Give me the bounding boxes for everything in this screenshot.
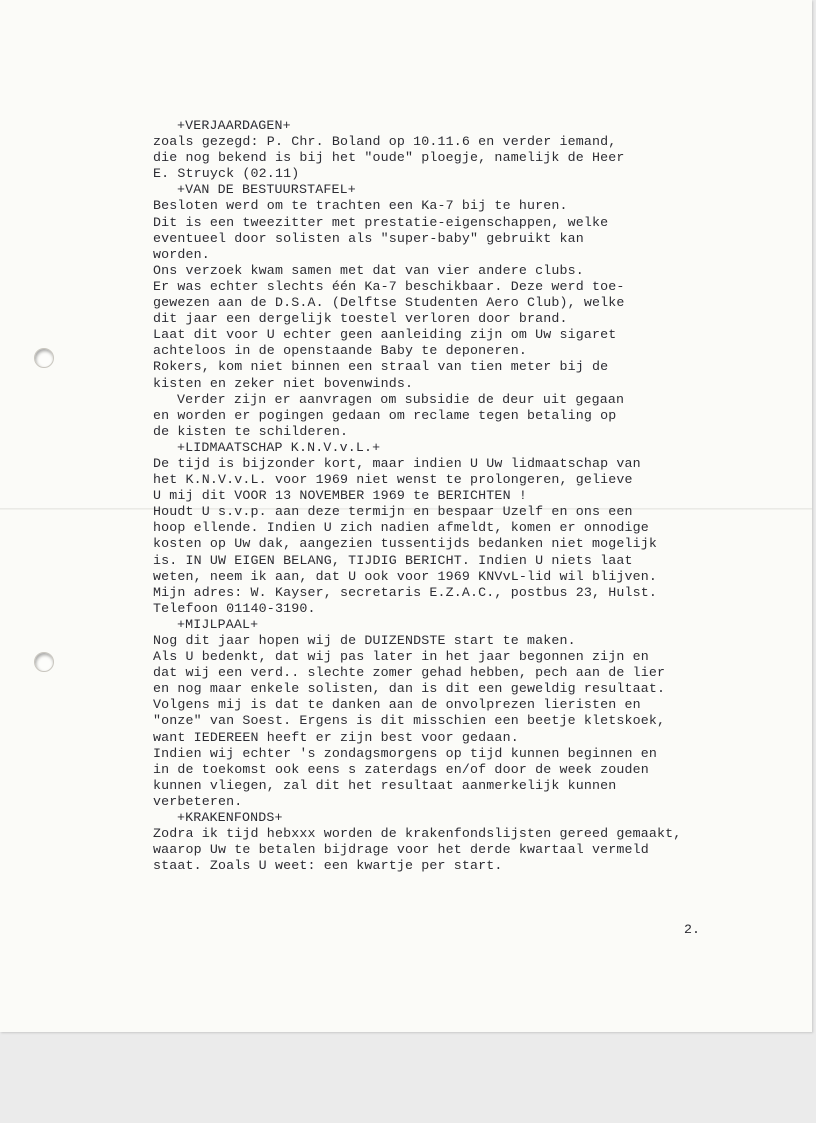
text-line: want IEDEREEN heeft er zijn best voor gedaan. [153,729,519,745]
text-line: Besloten werd om te trachten een Ka-7 bij te huren. [153,198,568,214]
text-line: kisten en zeker niet bovenwinds. [153,375,414,391]
text-line: Laat dit voor U echter geen aanleiding zijn om Uw sigaret [153,327,617,343]
text-line: die nog bekend is bij het "oude" ploegje, namelijk de Heer [153,150,625,166]
text-line: dit jaar een dergelijk toestel verloren door brand. [153,311,568,327]
section-heading: +VERJAARDAGEN+ [177,118,291,133]
text-line: Rokers, kom niet binnen een straal van tien meter bij de [153,359,609,375]
text-line: "onze" van Soest. Ergens is dit misschien een beetje kletskoek, [153,713,666,729]
text-line: gewezen aan de D.S.A. (Delftse Studenten Aero Club), welke [153,295,625,311]
text-line: Ons verzoek kwam samen met dat van vier andere clubs. [153,262,584,278]
text-line: Verder zijn er aanvragen om subsidie de deur uit gegaan [177,391,625,407]
text-line: Volgens mij is dat te danken aan de onvolprezen lieristen en [153,697,641,713]
text-line: zoals gezegd: P. Chr. Boland op 10.11.6 en verder iemand, [153,134,617,150]
section-heading: +LIDMAATSCHAP K.N.V.v.L.+ [177,439,381,455]
text-line: in de toekomst ook eens s zaterdags en/of door de week zouden [153,761,649,777]
text-line: Nog dit jaar hopen wij de DUIZENDSTE start te maken. [153,633,576,648]
text-line: Telefoon 01140-3190. [153,600,316,616]
text-line: Dit is een tweezitter met prestatie-eigenschappen, welke [153,214,609,230]
text-line: het K.N.V.v.L. voor 1969 niet wenst te prolongeren, gelieve [153,472,633,488]
text-line: Als U bedenkt, dat wij pas later in het jaar begonnen zijn en [153,649,649,665]
typewritten-text [153,118,713,874]
text-line: de kisten te schilderen. [153,423,349,439]
section-heading: +KRAKENFONDS+ [177,810,283,826]
text-line: staat. Zoals U weet: een kwartje per start. [153,858,503,874]
section-heading: +VAN DE BESTUURSTAFEL+ [177,182,356,198]
text-line: E. Struyck (02.11) [153,166,300,182]
text-line: kunnen vliegen, zal dit het resultaat aanmerkelijk kunnen [153,777,617,793]
text-line: Er was echter slechts één Ka-7 beschikbaar. Deze werd toe- [153,278,625,294]
text-line: Houdt U s.v.p. aan deze termijn en bespaar Uzelf en ons een [153,504,633,520]
text-line: waarop Uw te betalen bijdrage voor het derde kwartaal vermeld [153,842,649,858]
text-line: en worden er pogingen gedaan om reclame tegen betaling op [153,407,617,423]
page-number: 2. [684,922,700,937]
text-line: hoop ellende. Indien U zich nadien afmeldt, komen er onnodige [153,520,649,536]
punch-hole-bottom [34,652,54,672]
punch-hole-top [34,348,54,368]
text-line: kosten op Uw dak, aangezien tussentijds bedanken niet mogelijk [153,536,658,552]
text-line: Mijn adres: W. Kayser, secretaris E.Z.A.C., postbus 23, Hulst. [153,584,658,600]
text-line: achteloos in de openstaande Baby te deponeren. [153,343,527,359]
text-line: en nog maar enkele solisten, dan is dit een geweldig resultaat. [153,681,666,697]
text-line: Indien wij echter 's zondagsmorgens op tijd kunnen beginnen en [153,745,658,761]
text-line: U mij dit VOOR 13 NOVEMBER 1969 te BERICHTEN ! [153,488,527,504]
text-line: verbeteren. [153,793,243,809]
section-heading: +MIJLPAAL+ [177,616,259,632]
text-line: worden. [153,246,210,262]
text-line: dat wij een verd.. slechte zomer gehad hebben, pech aan de lier [153,665,666,681]
text-line: Zodra ik tijd hebxxx worden de krakenfondslijsten gereed gemaakt, [153,826,682,842]
text-line: weten, neem ik aan, dat U ook voor 1969 KNVvL-lid wil blijven. [153,568,658,584]
text-line: De tijd is bijzonder kort, maar indien U Uw lidmaatschap van [153,455,641,471]
text-line: is. IN UW EIGEN BELANG, TIJDIG BERICHT. Indien U niets laat [153,552,633,568]
text-line: eventueel door solisten als "super-baby" gebruikt kan [153,230,584,246]
